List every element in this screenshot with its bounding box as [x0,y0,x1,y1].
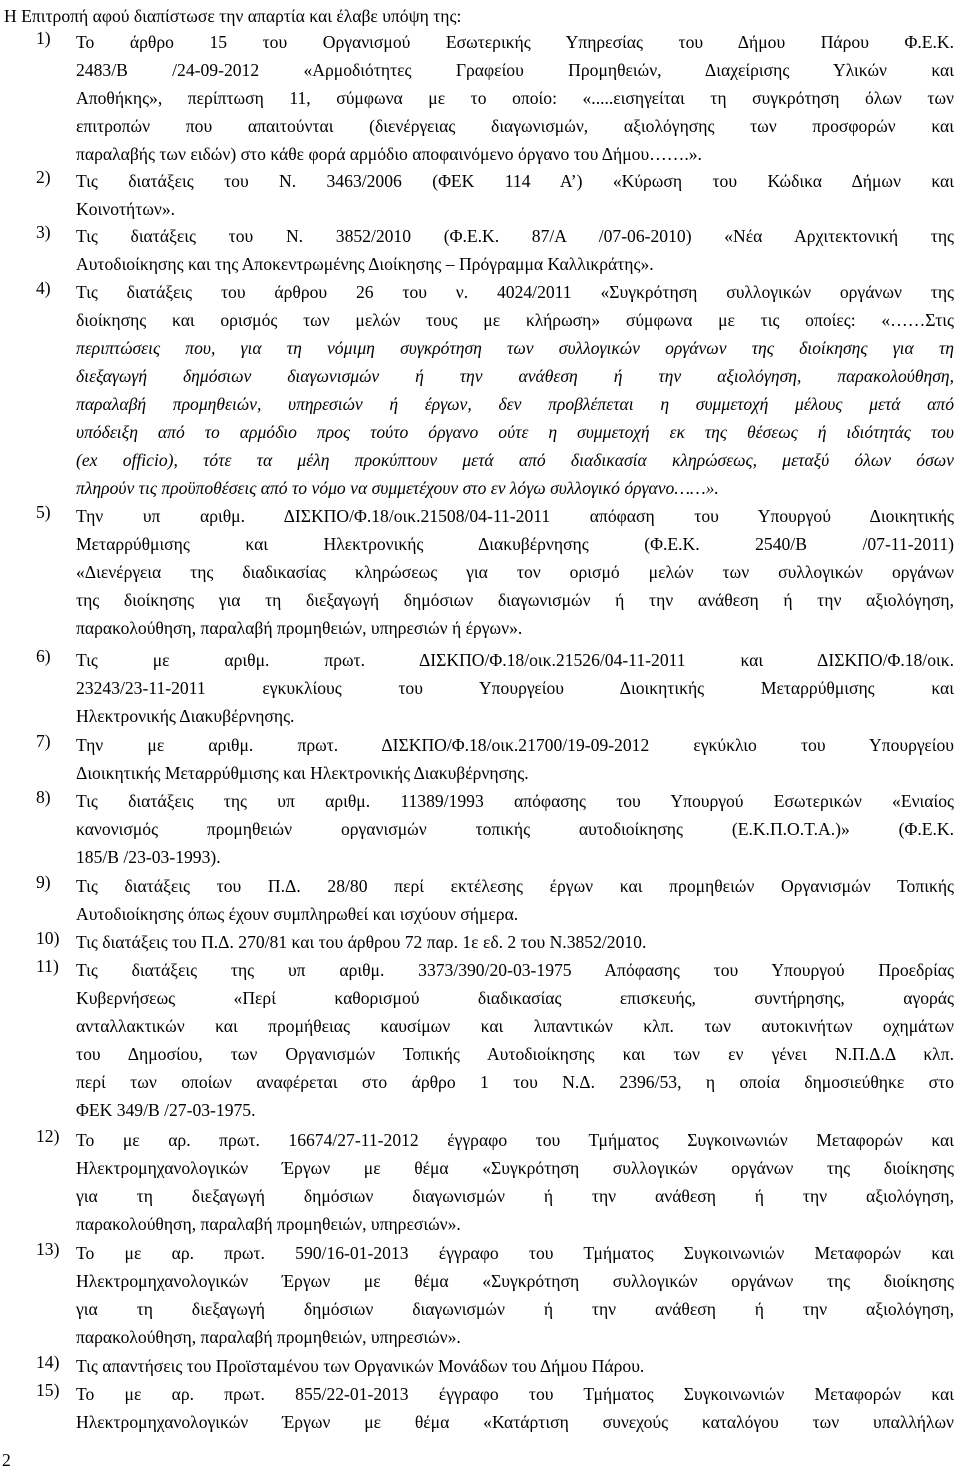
list-item-text [76,646,954,730]
text-line: 185/Β /23-03-1993). [76,847,221,867]
list-item-text [76,222,954,278]
list-item-number: 15) [36,1380,60,1400]
text-line: Τις απαντήσεις του Προϊσταμένου των Οργανικών Μονάδων του Δήμου Πάρου. [76,1356,645,1376]
text-line: παραλαβή προμηθειών, υπηρεσιών ή έργων, δεν προβλέπεται η συμμετοχή μέλους μετά από [76,394,954,414]
list-item-text [76,1352,954,1380]
list-item-number: 3) [36,222,51,242]
text-line: Το άρθρο 15 του Οργανισμού Εσωτερικής Υπηρεσίας του Δήμου Πάρου Φ.Ε.Κ. [76,32,954,52]
list-item-number: 8) [36,787,51,807]
list-item-text [76,167,954,223]
page-number: 2 [2,1450,11,1470]
list-item [36,222,956,278]
text-line: για τη διεξαγωγή δημόσιων διαγωνισμών ή την ανάθεση ή την αξιολόγηση, [76,1186,954,1206]
text-line: της διοίκησης για τη διεξαγωγή δημόσιων διαγωνισμών ή την ανάθεση ή την αξιολόγηση, [76,590,954,610]
list-item-number: 13) [36,1239,60,1259]
list-item [36,1380,956,1436]
text-line: ανταλλακτικών και προμήθειας καυσίμων και λιπαντικών κλπ. των αυτοκινήτων οχημάτων [76,1016,954,1036]
list-item-number: 7) [36,731,51,751]
text-line: Το με αρ. πρωτ. 855/22-01-2013 έγγραφο του Τμήματος Συγκοινωνιών Μεταφορών και [76,1384,954,1404]
text-line: του Δημοσίου, των Οργανισμών Τοπικής Αυτοδιοίκησης και των εν γένει Ν.Π.Δ.Δ κλπ. [76,1044,954,1064]
text-line: κανονισμός προμηθειών οργανισμών τοπικής αυτοδιοίκησης (Ε.Κ.Π.Ο.Τ.Α.)» (Φ.Ε.Κ. [76,819,954,839]
text-line: Την υπ αριθμ. ΔΙΣΚΠΟ/Φ.18/οικ.21508/04-11-2011 απόφαση του Υπουργού Διοικητικής [76,506,954,526]
text-line: περί των οποίων αναφέρεται στο άρθρο 1 του Ν.Δ. 2396/53, η οποία δημοσιεύθηκε στο [76,1072,954,1092]
text-line: 2483/Β /24-09-2012 «Αρμοδιότητες Γραφείου Προμηθειών, Διαχείρισης Υλικών και [76,60,954,80]
intro-paragraph: Η Επιτροπή αφού διαπίστωσε την απαρτία και έλαβε υπόψη της: [4,6,462,26]
list-item-number: 10) [36,928,60,948]
list-item-text [76,731,954,787]
list-item [36,1352,956,1380]
text-line: Ηλεκτρομηχανολογικών Έργων με θέμα «Συγκρότηση συλλογικών οργάνων της διοίκησης [76,1271,954,1291]
text-line: Τις με αριθμ. πρωτ. ΔΙΣΚΠΟ/Φ.18/οικ.21526/04-11-2011 και ΔΙΣΚΠΟ/Φ.18/οικ. [76,650,954,670]
list-item-text [76,1126,954,1238]
list-item [36,956,956,1124]
text-line: 23243/23-11-2011 εγκυκλίους του Υπουργείου Διοικητικής Μεταρρύθμισης και [76,678,954,698]
list-item [36,1239,956,1351]
text-line: Ηλεκτρονικής Διακυβέρνησης. [76,706,295,726]
list-item-number: 14) [36,1352,60,1372]
list-item [36,278,956,502]
list-item [36,928,956,956]
list-item-text [76,872,954,928]
text-line: (ex officio), τότε τα μέλη προκύπτουν μετά από διαδικασία κληρώσεως, μεταξύ όλων όσων [76,450,954,470]
list-item-number: 2) [36,167,51,187]
list-item [36,646,956,730]
text-line: Τις διατάξεις του Ν. 3463/2006 (ΦΕΚ 114 Α’) «Κύρωση του Κώδικα Δήμων και [76,171,954,191]
list-item [36,731,956,787]
text-line: παρακολούθηση, παραλαβή προμηθειών, υπηρεσιών». [76,1327,461,1347]
list-item-text [76,956,954,1124]
list-item-number: 5) [36,502,51,522]
text-line: Μεταρρύθμισης και Ηλεκτρονικής Διακυβέρνησης (Φ.Ε.Κ. 2540/Β /07-11-2011) [76,534,954,554]
text-line: για τη διεξαγωγή δημόσιων διαγωνισμών ή την ανάθεση ή την αξιολόγηση, [76,1299,954,1319]
text-line: Τις διατάξεις του Π.Δ. 28/80 περί εκτέλεσης έργων και προμηθειών Οργανισμών Τοπικής [76,876,954,896]
text-line: υπόδειξη από το αρμόδιο προς τούτο όργανο ούτε η συμμετοχή εκ της θέσεως ή ιδιότητάς του [76,422,954,442]
list-item [36,502,956,642]
text-line: «Διενέργεια της διαδικασίας κληρώσεως για τον ορισμό μελών των συλλογικών οργάνων [76,562,954,582]
list-item-text [76,502,954,642]
list-item [36,872,956,928]
text-line: Τις διατάξεις του άρθρου 26 του ν. 4024/2011 «Συγκρότηση συλλογικών οργάνων της [76,282,954,302]
text-line: Ηλεκτρομηχανολογικών Έργων με θέμα «Συγκρότηση συλλογικών οργάνων της διοίκησης [76,1158,954,1178]
text-line: ΦΕΚ 349/Β /27-03-1975. [76,1100,256,1120]
text-line: Ηλεκτρομηχανολογικών Έργων με θέμα «Κατάρτιση συνεχούς καταλόγου των υπαλλήλων [76,1412,954,1432]
list-item-text [76,1239,954,1351]
text-line: Το με αρ. πρωτ. 590/16-01-2013 έγγραφο του Τμήματος Συγκοινωνιών Μεταφορών και [76,1243,954,1263]
text-line: Την με αριθμ. πρωτ. ΔΙΣΚΠΟ/Φ.18/οικ.21700/19-09-2012 εγκύκλιο του Υπουργείου [76,735,954,755]
list-item-number: 1) [36,28,51,48]
text-line: παρακολούθηση, παραλαβή προμηθειών, υπηρεσιών». [76,1214,461,1234]
list-item-text [76,28,954,168]
text-line: Αποθήκης», περίπτωση 11, σύμφωνα με το οποίο: «.....εισηγείται τη συγκρότηση όλων των [76,88,954,108]
list-item-text [76,1380,954,1436]
list-item-number: 6) [36,646,51,666]
text-line: Τις διατάξεις της υπ αριθμ. 3373/390/20-03-1975 Απόφασης του Υπουργού Προεδρίας [76,960,954,980]
text-line: Τις διατάξεις του Π.Δ. 270/81 και του άρθρου 72 παρ. 1ε εδ. 2 του Ν.3852/2010. [76,932,647,952]
text-line: επιτροπών που απαιτούνται (διενέργειας διαγωνισμών, αξιολόγησης των προσφορών και [76,116,954,136]
list-item-text [76,787,954,871]
text-line: Τις διατάξεις της υπ αριθμ. 11389/1993 απόφασης του Υπουργού Εσωτερικών «Ενιαίος [76,791,954,811]
text-line: Αυτοδιοίκησης και της Αποκεντρωμένης Διοίκησης – Πρόγραμμα Καλλικράτης». [76,254,654,274]
list-item [36,787,956,871]
text-line: Κοινοτήτων». [76,199,176,219]
text-line: διοίκησης και ορισμός των μελών τους με κλήρωση» σύμφωνα με τις οποίες: «……Στις [76,310,954,330]
text-line: παραλαβής των ειδών) στο κάθε φορά αρμόδιο αποφαινόμενο όργανο του Δήμου…….». [76,144,702,164]
list-item [36,167,956,223]
text-line: περιπτώσεις που, για τη νόμιμη συγκρότηση των συλλογικών οργάνων της διοίκησης για τη [76,338,954,358]
list-item-number: 9) [36,872,51,892]
list-item-number: 11) [36,956,59,976]
text-line: Κυβερνήσεως «Περί καθορισμού διαδικασίας επισκευής, συντήρησης, αγοράς [76,988,954,1008]
list-item [36,28,956,168]
list-item-text [76,278,954,502]
text-line: διεξαγωγή δημόσιων διαγωνισμών ή την ανάθεση ή την αξιολόγηση, παρακολούθηση, [76,366,954,386]
list-item-number: 4) [36,278,51,298]
text-line: πληρούν τις προϋποθέσεις από το νόμο να συμμετέχουν στο εν λόγω συλλογικό όργανο……». [76,478,719,498]
list-item-text [76,928,954,956]
list-item-number: 12) [36,1126,60,1146]
text-line: Αυτοδιοίκησης όπως έχουν συμπληρωθεί και ισχύουν σήμερα. [76,904,519,924]
text-line: Διοικητικής Μεταρρύθμισης και Ηλεκτρονικής Διακυβέρνησης. [76,763,529,783]
text-line: Τις διατάξεις του Ν. 3852/2010 (Φ.Ε.Κ. 87/Α /07-06-2010) «Νέα Αρχιτεκτονική της [76,226,954,246]
text-line: παρακολούθηση, παραλαβή προμηθειών, υπηρεσιών ή έργων». [76,618,523,638]
list-item [36,1126,956,1238]
text-line: Το με αρ. πρωτ. 16674/27-11-2012 έγγραφο του Τμήματος Συγκοινωνιών Μεταφορών και [76,1130,954,1150]
